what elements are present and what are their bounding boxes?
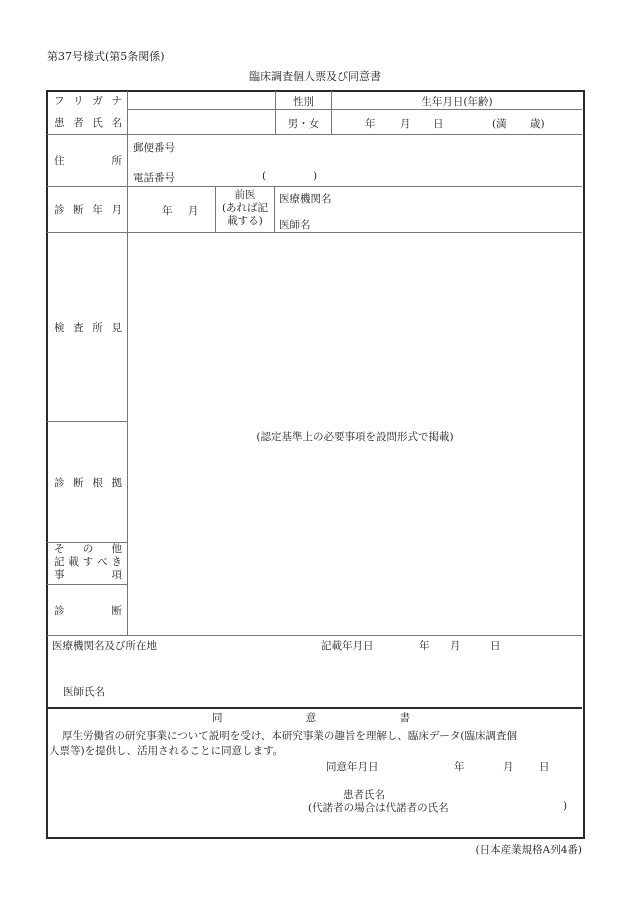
label-char: 診 <box>54 204 65 216</box>
divider <box>47 707 582 709</box>
consent-date-label: 同意年月日 <box>326 761 379 773</box>
label-char: 住 <box>54 155 65 167</box>
phone-paren-close: ) <box>313 170 318 182</box>
label-char: 記 <box>54 556 65 568</box>
previous-doctor-name-label: 医師名 <box>279 219 311 231</box>
form-title: 臨床調査個人票及び同意書 <box>249 70 381 83</box>
sex-header: 性別 <box>293 96 314 108</box>
consent-day-unit: 日 <box>539 761 550 773</box>
consent-year-unit: 年 <box>454 761 465 773</box>
other-line <box>54 569 122 582</box>
other-line <box>54 543 122 556</box>
birthdate-header: 生年月日(年齢) <box>421 96 493 108</box>
entry-day-unit: 日 <box>490 640 501 652</box>
diagnosis-date-label <box>54 187 122 232</box>
age-open: (満 <box>492 118 507 130</box>
previous-doctor-line: 前医 <box>234 189 256 201</box>
furigana-field[interactable] <box>128 91 275 109</box>
phone-label: 電話番号 <box>133 172 175 184</box>
patient-name-field[interactable] <box>128 110 275 134</box>
previous-doctor-line: 載する) <box>227 215 263 227</box>
consent-month-unit: 月 <box>503 761 514 773</box>
entry-month-unit: 月 <box>450 640 461 652</box>
other-items-label <box>54 543 122 582</box>
age-close: 歳) <box>530 118 545 130</box>
title-char: 意 <box>305 712 317 724</box>
label-char: 項 <box>111 569 122 581</box>
label-char: す <box>82 556 94 568</box>
label-char: 検 <box>54 321 65 334</box>
institution-address-label: 医療機関名及び所在地 <box>52 640 157 652</box>
paper-size-note: (日本産業規格A列4番) <box>475 844 582 856</box>
diagnosis-label <box>54 585 122 635</box>
label-char: 査 <box>73 321 84 334</box>
label-char: 者 <box>73 116 84 129</box>
previous-institution-label: 医療機関名 <box>279 193 332 205</box>
label-char: そ <box>54 543 65 555</box>
label-char: 名 <box>111 116 122 129</box>
entry-year-unit: 年 <box>419 640 430 652</box>
divider <box>47 635 582 636</box>
label-char: 診 <box>54 604 65 617</box>
doctor-name-label: 医師氏名 <box>63 686 105 698</box>
label-char: き <box>111 556 122 568</box>
label-char: 断 <box>73 204 84 216</box>
furigana-label <box>54 92 122 109</box>
proxy-note: (代諾者の場合は代諾者の氏名 <box>308 802 449 814</box>
consent-title <box>212 710 410 725</box>
form-number: 第37号様式(第5条関係) <box>47 50 165 63</box>
label-char: 他 <box>111 543 122 555</box>
label-char: 根 <box>92 476 103 489</box>
postal-code-label: 郵便番号 <box>133 142 175 154</box>
diagnosis-basis-label <box>54 422 122 542</box>
proxy-close: ) <box>563 800 568 812</box>
label-char: 見 <box>111 321 122 334</box>
divider <box>274 186 275 232</box>
diagnosis-year-unit: 年 <box>162 205 173 217</box>
label-char: 診 <box>54 476 65 489</box>
label-char: 所 <box>92 321 103 334</box>
patient-name-label <box>54 110 122 134</box>
label-char: ガ <box>92 95 103 107</box>
entry-date-label: 記載年月日 <box>321 640 374 652</box>
birth-year-unit: 年 <box>365 118 376 130</box>
label-char: 月 <box>111 204 122 216</box>
label-char: 断 <box>111 604 122 617</box>
birth-month-unit: 月 <box>400 118 411 130</box>
label-char: 事 <box>54 569 65 581</box>
label-char: 所 <box>111 155 122 167</box>
label-char: 断 <box>73 476 84 489</box>
title-char: 書 <box>399 712 410 724</box>
consent-body-line1: 厚生労働省の研究事業について説明を受け、本研究事業の趣旨を理解し、臨床データ(臨床調査個 <box>62 730 517 742</box>
title-char: 同 <box>212 712 223 724</box>
phone-paren-open: ( <box>262 170 267 182</box>
address-label <box>54 135 122 186</box>
label-char: 患 <box>54 116 65 129</box>
label-char: 拠 <box>111 476 122 489</box>
label-char: 年 <box>92 204 103 216</box>
previous-doctor-label <box>216 189 274 228</box>
birth-day-unit: 日 <box>433 118 444 130</box>
label-char: の <box>82 543 94 555</box>
label-char: 氏 <box>92 116 103 129</box>
clinical-content-area[interactable] <box>128 233 582 635</box>
label-char: べ <box>97 556 108 568</box>
label-char: リ <box>73 95 84 107</box>
label-char: フ <box>54 95 65 107</box>
label-char: 載 <box>68 556 79 568</box>
consent-body-line2: 人票等)を提供し、活用されることに同意します。 <box>49 745 284 757</box>
label-char: ナ <box>111 95 122 107</box>
placeholder-note: (認定基準上の必要事項を設問形式で掲載) <box>256 431 454 443</box>
sex-options[interactable]: 男・女 <box>287 118 320 130</box>
patient-signature-label: 患者氏名 <box>343 789 385 801</box>
exam-findings-label <box>54 233 122 421</box>
diagnosis-month-unit: 月 <box>188 205 199 217</box>
other-line <box>54 556 122 569</box>
previous-doctor-line: (あれば記 <box>221 202 269 214</box>
